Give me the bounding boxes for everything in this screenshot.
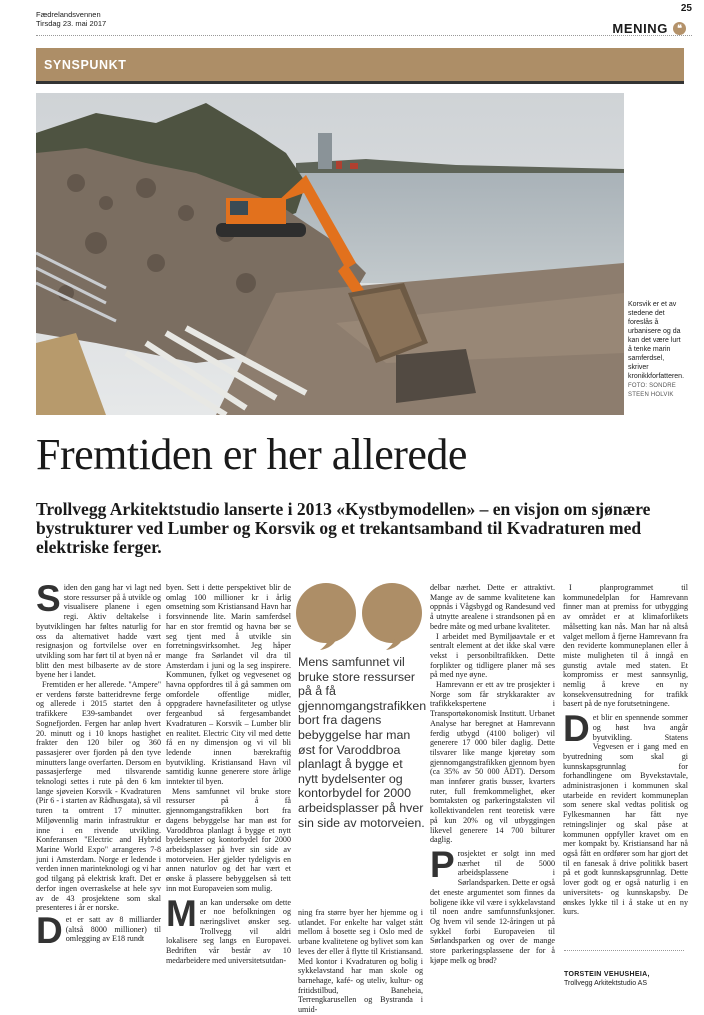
paragraph: byen. Sett i dette perspektivet blir de omlag 100 millioner kr i årlig omsetning som Kristiansand Havn har forsvinnende lite. Marin samferdsel har en stor fremtid og havna bør se seg tjent med å utvikle sin forretningsvirksomhet. Jeg håper mange fra Sørlandet vil dra til Amsterdam i juni og la seg inspirere. Kommunen, fylket og vegvesenet og havna oppfordres til å gå sammen om omfordele offentlige midler, oppgradere havnefasiliteter og utlyse fergeanbud så fergesambandet Kvadraturen – Korsvik – Lumber blir en realitet. Electric City vil med dette få en ny dimensjon og vi vil bli ledende innen bærekraftig byutvikling. Kristiansand Havn vil samtidig kunne generere store årlige inntekter til byen. — [166, 583, 291, 787]
article-photo — [36, 93, 624, 415]
drop-cap: D — [36, 909, 63, 951]
quote-badge-icon: ❝ — [673, 22, 686, 35]
article-column-2 — [166, 583, 291, 965]
category-label: SYNSPUNKT — [44, 58, 127, 72]
section-label — [612, 21, 686, 36]
article-column-5 — [563, 583, 688, 917]
author-name: TORSTEIN VEHUSHEIA, — [564, 971, 650, 978]
drop-cap: S — [36, 578, 61, 619]
photo-credit: FOTO: SONDRE STEEN HOLVIK — [628, 383, 676, 398]
paragraph: et blir en spennende sommer og høst hva angår byutvikling. Statens Vegvesen er i gang med en byutredning som skal gi kunnskapsgrunnlag for forhandlingene om Byvekstavtale, administrasjonen i kommunen skal utarbeide en revidert kommuneplan som senere skal vedtas politisk og Fylkesmannen har fått nye retningslinjer og skal påse at kommunen oppfyller kravet om en mer kompakt by. Kristiansand har nå også fått en ordfører som har gjort det til en fanesak å drive politikk basert på et godt kunnskapsgrunnlag. Dette lover godt og er også naturlig i en universitets- og kunnskapsby. De ønskes lykke til i å stake ut en ny kurs. — [563, 713, 688, 917]
drop-cap: D — [563, 708, 590, 750]
paragraph: I arbeidet med Bymiljøavtale er et sentralt element at det ikke skal være vekst i personbiltrafikken. Dette forplikter og tidligere planer må ses på med nye øyne. — [430, 631, 555, 680]
paragraph: delbar nærhet. Dette er attraktivt. Mange av de samme kvalitetene kan oppnås i Vågsbygd og Randesund ved å utnytte arealene i strandsonen på en bedre måte og med urbane kvaliteter. — [430, 583, 555, 631]
article-column-1 — [36, 578, 161, 951]
newspaper-name: Fædrelandsvennen — [36, 10, 101, 19]
caption-text: Korsvik er et av stedene det foreslås å urbanisere og da kan det være lurt å tenke marin samferdsel, skriver kronikkforfatteren. — [628, 301, 685, 380]
headline: Fremtiden er her allerede — [36, 430, 467, 479]
header-divider — [36, 35, 692, 36]
paragraph: Fremtiden er her allerede. "Ampere" er verdens første batteridrevne ferge og allerede i 2015 startet den å trafikkere E39-sambandet over Sognefjorden. Fergen har anløp hvert 20. minutt og i 10 knops hastighet frakter den 120 biler og 360 passasjerer over fjorden på den tyve minutters lange overfarten. Dersom en passasjerferge med tilsvarende teknologi settes i rute på den 6 km lange sjøveien Korsvik - Kvadraturen (Pir 6 - i starten av Rådhusgata), så vil turen ta omtrent 17 minutter. Miljøvennlig marin infrastruktur er inne i en rivende utvikling. Konferansen "Electric and Hybrid Marine World Expo" arrangeres 7-8 juni i Amsterdam. Norge er ledende i verden innen marinteknologi og vi har god tilgang på elektrisk kraft. Det er derfor ingen overraskelse at hele syv av de 43 prosjektene som skal presenteres i år er norske. — [36, 680, 161, 913]
drop-cap: M — [166, 892, 197, 934]
article-column-4 — [430, 583, 555, 965]
quote-marks-icon — [296, 580, 426, 650]
pull-quote: Mens samfunnet vil bruke store ressurser på å få gjennomgangstrafikken bort fra dagens bebyggelse har man øst for Varoddbroa planlagt å bygge et nytt bydelsenter og kontorbydel for 2000 arbeidsplasser på hver sin side av motorveien. — [298, 655, 427, 830]
paragraph: iden den gang har vi lagt ned store ressurser på å utvikle og visualisere planene i egen regi. Aktiv deltakelse i byutviklingen har føltes naturlig for oss da alternativet hadde vært resignasjon og fortvilelse over en utvikling som har ført til at byen nå er blitt den mest bilbaserte av de store byene her i landet. — [36, 583, 161, 680]
author-org: Trollvegg Arkitektstudio AS — [564, 980, 648, 987]
masthead-info — [36, 10, 106, 28]
paragraph: ning fra større byer her hjemme og i utlandet. For enkelte har valget stått mellom å bosette seg i Oslo med de urbane kvalitetene og bylivet som kan leves der eller å flytte til Kristiansand. Med kontor i Kvadraturen og bolig i sykkelavstand har man skole og barnehage, kafé- og uteliv, kultur- og fritidstilbud, Baneheia, Terrengkarusellen og Bystranda i umid- — [298, 908, 423, 1015]
paragraph: an kan undersøke om dette er noe befolkningen og næringslivet ønsker seg. Trollvegg vil aldri lokalisere seg langs en Europavei. Bedriften vår består av 10 medarbeidere med universitetsutdan- — [166, 897, 291, 965]
section-title: MENING — [612, 21, 668, 36]
page-number: 25 — [680, 3, 692, 14]
photo-caption — [628, 300, 686, 400]
category-bar — [36, 48, 684, 84]
author-signature — [564, 970, 650, 988]
issue-date: Tirsdag 23. mai 2017 — [36, 19, 107, 28]
ingress: Trollvegg Arkitektstudio lanserte i 2013 «Kystbymodellen» – en visjon om sjønære bystrukturer ved Lumber og Korsvik og et trekantsamband til Kvadraturen med elektriske ferger. — [36, 499, 651, 557]
signature-divider — [564, 950, 684, 951]
paragraph: et er satt av 8 milliarder (altså 8000 millioner) til omlegging av E18 rundt — [65, 914, 161, 944]
drop-cap: P — [430, 843, 455, 885]
paragraph: rosjektet er solgt inn med nærhet til de 5000 arbeidsplassene i Sørlandsparken. Dette er også det eneste argumentet som finnes da boligene ikke vil være i sykkelavstand til noen andre samfunnsfunksjoner. Og hvem vil sende 12-åringen ut på sykkel forbi Europaveien til Sørlandsparken og over de mange store parkeringsplassene der for å kjøpe melk og brød? — [430, 848, 555, 965]
article-column-3 — [298, 908, 423, 1015]
paragraph: Mens samfunnet vil bruke store ressurser på å få gjennomgangstrafikken bort fra dagens bebyggelse har man øst for Varoddbroa planlagt å bygge et nytt bydelsenter og kontorbydel for 2000 arbeidsplasser på hver sin side av motorveien. Her gjelder tydeligvis en annen naturlov og det har vært et ønske å plassere bebyggelsen så tett inn mot Europaveien som mulig. — [166, 786, 291, 893]
paragraph: Hamrevann er ett av tre prosjekter i Norge som får strykkarakter av trafikkekspertene i Transportøkonomisk Institutt. Urbanet Analyse har beregnet at Hamrevann ferdig utbygd (4100 boliger) vil generere 17 000 biler daglig. Dette tilsvarer like mange kjøretøy som gjennomgangstrafikken gjennom byen (ca 35% av 50 000 ÅDT). Dersom man innfører gratis busser, kvarters ruter, full fremkommelighet, øker bomtaksten og parkeringstaksten vil kollektivandelen rent teoretisk være på kun 20% og vil utbyggingen likevel generere 14 700 bilturer daglig. — [430, 680, 555, 845]
paragraph: I planprogrammet til kommunedelplan for Hamrevann finner man at premiss for utbygging av området er at klimaforlikets målsetting kan nås. Man har nå altså valget mellom å fjerne Hamrevann fra den reviderte kommuneplanen eller å miste muligheten til å inngå en gunstig avtale med staten. Et kompromiss er mest sannsynlig, nemlig å kreve en ny konsekvensutredning for trafikk basert på de nye forutsetningene. — [563, 583, 688, 709]
